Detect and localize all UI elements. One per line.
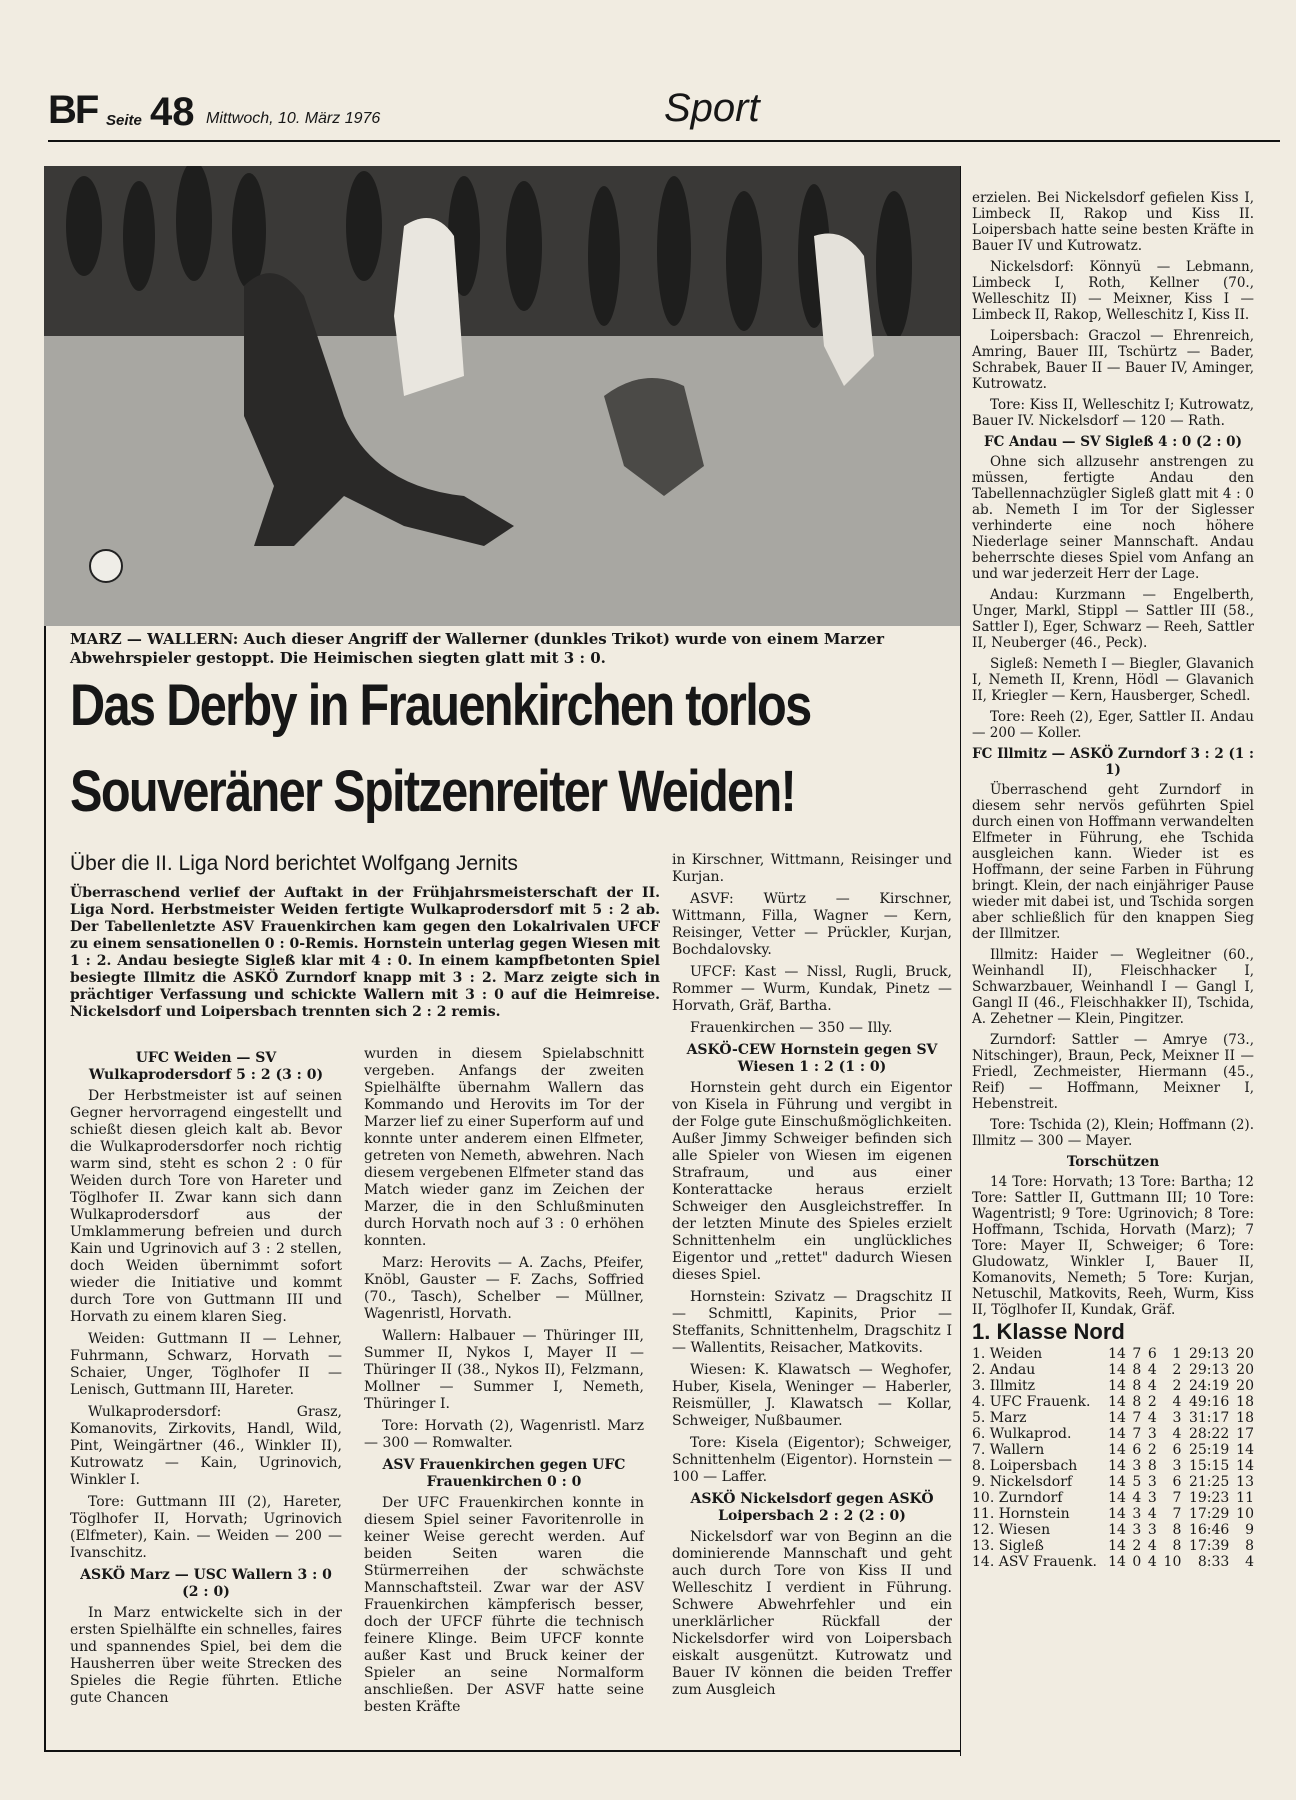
lineup-loipersbach: Loipersbach: Graczol — Ehrenreich, Amring, Bauer III, Tschürtz — Bader, Schrabek, Bauer II — Bauer IV, Aminger, Kutrowatz. <box>972 328 1254 392</box>
table-row <box>972 1458 1254 1474</box>
headline-primary: Das Derby in Frauenkirchen torlos <box>70 673 811 738</box>
table-cell: 2 <box>1147 1394 1157 1410</box>
table-cell: 2 <box>1147 1442 1157 1458</box>
table-cell: 8 <box>1147 1458 1157 1474</box>
report-marz: In Marz entwickelte sich in der ersten Spielhälfte ein schnelles, faires und spannendes Spiel, bei dem die Hausherren über weite Strecken des Spieles die Regie führten. Etliche gute Chancen <box>70 1605 342 1706</box>
lineup-hornstein: Hornstein: Szivatz — Dragschitz II — Schmittl, Kapinits, Prior — Steffanits, Schnittenhelm, Dragschitz I — Wallentits, Reisacher, Matkovits. <box>672 1289 952 1356</box>
table-cell: 3 <box>1147 1490 1157 1506</box>
lineup-marz: Marz: Herovits — A. Zachs, Pfeifer, Knöbl, Gauster — F. Zachs, Soffried (70., Tasch), Schelber — Müllner, Wagenristl, Horvath. <box>364 1255 644 1322</box>
team-name: 7. Wallern <box>972 1442 1045 1458</box>
goals-andau: Tore: Reeh (2), Eger, Sattler II. Andau — 200 — Koller. <box>972 709 1254 741</box>
team-name: 5. Marz <box>972 1410 1027 1426</box>
table-cell: 20 <box>1236 1346 1254 1362</box>
table-cell: 14 <box>1108 1346 1126 1362</box>
section-title: Sport <box>664 86 760 130</box>
table-cell: 7 <box>1172 1490 1182 1506</box>
table-cell: 14 <box>1108 1490 1126 1506</box>
attendance-frauenkirchen: Frauenkirchen — 350 — Illy. <box>690 1020 893 1036</box>
lineup-ufcf: UFCF: Kast — Nissl, Rugli, Bruck, Rommer — Wurm, Kundak, Pinetz — Horvath, Gräf, Bartha. <box>672 964 952 1014</box>
table-cell: 2 <box>1172 1378 1182 1394</box>
table-cell: 13 <box>1236 1474 1254 1490</box>
scorers-list: 14 Tore: Horvath; 13 Tore: Bartha; 12 Tore: Sattler II, Guttmann III; 10 Tore: Wagentristl; 9 Tore: Ugrinovich; 8 Tore: Hoffmann, Tschida, Horvath (Marz); 7 Tore: Mayer II, Schweiger; 6 Tore: Gludowatz, Winkler I, Bauer II, Komanovits, Nemeth; 5 Tore: Kurjan, Netuschil, Matkovits, Reeh, Wurm, Kiss II, Töglhofer II, Kundak, Gräf. <box>972 1174 1254 1318</box>
table-cell: 3 <box>1132 1458 1142 1474</box>
table-cell: 14 <box>1108 1458 1126 1474</box>
table-cell: 7 <box>1172 1506 1182 1522</box>
masthead <box>48 86 1280 142</box>
goals-illmitz: Tore: Tschida (2), Klein; Hoffmann (2). Illmitz — 300 — Mayer. <box>972 1117 1254 1149</box>
report-weiden: Der Herbstmeister ist auf seinen Gegner hervorragend eingestellt und schießt diesen gleich kalt ab. Bevor die Wulkaprodersdorfer noch richtig warm sind, steht es schon 2 : 0 für Weiden durch Tore von Hareter und Töglhofer II. Zwar kann sich dann Wulkaprodersdorf aus der Umklammerung befreien und durch Kain und Ugrinovich auf 3 : 2 stellen, doch Weiden übernimmt sofort wieder die Initiative und kommt durch Tore von Guttmann III und Horvath zu einem klaren Sieg. <box>70 1088 342 1325</box>
report-nickelsdorf: Nickelsdorf war von Beginn an die dominierende Mannschaft und geht auch durch Tore von Kiss II und Welleschitz I verdient in Führung. Schwere Abwehrfehler und ein unerklärlicher Rückfall der Nickelsdorfer wird von Loipersbach eiskalt ausgenützt. Kutrowatz und Bauer IV können die beiden Treffer zum Ausgleich <box>672 1529 952 1698</box>
right-column-rule <box>960 166 961 1756</box>
lineup-wiesen: Wiesen: K. Klawatsch — Weghofer, Huber, Kisela, Weninger — Haberler, Reismüller, J. Klawatsch — Kollar, Schweiger, Nußbaumer. <box>672 1362 952 1429</box>
table-cell: 14 <box>1108 1442 1126 1458</box>
scorers-heading: Torschützen <box>1066 1154 1160 1170</box>
team-name: 6. Wulkaprod. <box>972 1426 1072 1442</box>
issue-date: Mittwoch, 10. März 1976 <box>206 110 381 127</box>
table-cell: 19:23 <box>1188 1490 1230 1506</box>
table-cell: 11 <box>1236 1490 1254 1506</box>
table-row <box>972 1554 1254 1570</box>
table-cell: 10 <box>1236 1506 1254 1522</box>
table-cell: 5 <box>1132 1474 1142 1490</box>
lineup-illmitz: Illmitz: Haider — Wegleitner (60., Weinhandl II), Fleischhacker I, Schwarzbauer, Weinhandl I — Gangl I, Gangl II (46., Fleischhakker II), Tschida, A. Zehetner — Klein, Pingitzer. <box>972 947 1254 1027</box>
table-cell: 18 <box>1236 1410 1254 1426</box>
table-cell: 14 <box>1108 1378 1126 1394</box>
table-cell: 25:19 <box>1188 1442 1230 1458</box>
column-2 <box>364 1046 644 1721</box>
team-name: 9. Nickelsdorf <box>972 1474 1073 1490</box>
match-heading-hornstein: ASKÖ-CEW Hornstein gegen SV Wiesen 1 : 2 (1 : 0) <box>686 1042 938 1075</box>
photo-caption: MARZ — WALLERN: Auch dieser Angriff der Wallerner (dunkles Trikot) wurde von einem Marzer Abwehrspieler gestoppt. Die Heimischen siegten glatt mit 3 : 0. <box>70 630 885 667</box>
column-1 <box>70 1046 342 1712</box>
table-cell: 4 <box>1147 1378 1157 1394</box>
table-cell: 20 <box>1236 1362 1254 1378</box>
match-heading-weiden: UFC Weiden — SV Wulkaprodersdorf 5 : 2 (3 : 0) <box>88 1050 324 1083</box>
team-name: 10. Zurndorf <box>972 1490 1063 1506</box>
match-heading-frauenkirchen: ASV Frauenkirchen gegen UFC Frauenkirchen 0 : 0 <box>382 1457 626 1490</box>
byline: Über die II. Liga Nord berichtet Wolfgang Jernits <box>70 852 518 875</box>
table-cell: 8 <box>1132 1362 1142 1378</box>
team-name: 3. Illmitz <box>972 1378 1036 1394</box>
page-number: 48 <box>150 90 195 134</box>
table-cell: 4 <box>1172 1394 1182 1410</box>
table-row <box>972 1378 1254 1394</box>
lineup-nickelsdorf: Nickelsdorf: Könnyü — Lebmann, Limbeck I, Roth, Kellner (70., Welleschitz II) — Meixner, Kiss I — Limbeck II, Rakop, Welleschitz I, Kiss II. <box>972 259 1254 323</box>
goals-nickelsdorf: Tore: Kiss II, Welleschitz I; Kutrowatz, Bauer IV. Nickelsdorf — 120 — Rath. <box>972 397 1254 429</box>
table-cell: 3 <box>1172 1458 1182 1474</box>
table-cell: 3 <box>1172 1410 1182 1426</box>
table-cell: 6 <box>1172 1442 1182 1458</box>
team-name: 2. Andau <box>972 1362 1036 1378</box>
table-cell: 6 <box>1132 1442 1142 1458</box>
team-name: 4. UFC Frauenk. <box>972 1394 1091 1410</box>
table-cell: 18 <box>1236 1394 1254 1410</box>
table-cell: 9 <box>1245 1522 1254 1538</box>
table-cell: 3 <box>1147 1522 1157 1538</box>
table-row <box>972 1410 1254 1426</box>
table-cell: 3 <box>1132 1506 1142 1522</box>
table-cell: 8:33 <box>1197 1554 1230 1570</box>
team-name: 1. Weiden <box>972 1346 1043 1362</box>
team-name: 12. Wiesen <box>972 1522 1051 1538</box>
table-row <box>972 1490 1254 1506</box>
table-cell: 8 <box>1172 1522 1182 1538</box>
table-cell: 3 <box>1147 1474 1157 1490</box>
team-name: 14. ASV Frauenk. <box>972 1554 1097 1570</box>
table-cell: 4 <box>1147 1554 1157 1570</box>
table-cell: 3 <box>1132 1522 1142 1538</box>
table-cell: 28:22 <box>1188 1426 1230 1442</box>
table-cell: 4 <box>1245 1554 1254 1570</box>
table-cell: 4 <box>1132 1490 1142 1506</box>
bottom-rule <box>44 1750 960 1752</box>
table-cell: 7 <box>1132 1426 1142 1442</box>
left-rule <box>44 626 46 1752</box>
table-cell: 10 <box>1163 1554 1182 1570</box>
column-4 <box>972 190 1254 1570</box>
table-row <box>972 1506 1254 1522</box>
match-heading-illmitz: FC Illmitz — ASKÖ Zurndorf 3 : 2 (1 : 1) <box>972 746 1254 778</box>
table-cell: 17:39 <box>1188 1538 1230 1554</box>
table-row <box>972 1426 1254 1442</box>
table-cell: 49:16 <box>1188 1394 1230 1410</box>
table-cell: 0 <box>1132 1554 1142 1570</box>
report-marz-cont: wurden in diesem Spielabschnitt vergeben. Anfangs der zweiten Spielhälfte übernahm Wallern das Kommando und Herovits im Tor der Marzer lief zu einer Superform auf und konnte unter anderem einen Elfmeter, getreten von Nemeth, abwehren. Nach diesem vergebenen Elfmeter stand das Match wieder ganz im Zeichen der Marzer, die in den Schlußminuten durch Horvath noch auf 3 : 0 erhöhen konnten. <box>364 1046 644 1249</box>
table-cell: 4 <box>1147 1538 1157 1554</box>
lineup-wulkaprodersdorf: Wulkaprodersdorf: Grasz, Komanovits, Zirkovits, Handl, Wild, Pint, Weingärtner (46., Winkler II), Kutrowatz — Kain, Ugrinovich, Winkler I. <box>70 1404 342 1488</box>
league-table <box>972 1346 1254 1570</box>
table-cell: 15:15 <box>1188 1458 1230 1474</box>
table-cell: 16:46 <box>1188 1522 1230 1538</box>
table-row <box>972 1394 1254 1410</box>
table-cell: 14 <box>1108 1506 1126 1522</box>
table-cell: 20 <box>1236 1378 1254 1394</box>
table-cell: 6 <box>1147 1346 1157 1362</box>
table-row <box>972 1522 1254 1538</box>
table-cell: 4 <box>1172 1426 1182 1442</box>
table-cell: 17 <box>1236 1426 1254 1442</box>
lineup-andau: Andau: Kurzmann — Engelberth, Unger, Markl, Stippl — Sattler III (58., Sattler I), Eger, Schwarz — Reeh, Sattler II, Neuberger (46., Peck). <box>972 587 1254 651</box>
lineup-sigless: Sigleß: Nemeth I — Biegler, Glavanich I, Nemeth II, Krenn, Hödl — Glavanich II, Kriegler — Kern, Hausberger, Schedl. <box>972 656 1254 704</box>
table-cell: 14 <box>1108 1410 1126 1426</box>
match-heading-nickelsdorf: ASKÖ Nickelsdorf gegen ASKÖ Loipersbach 2 : 2 (2 : 0) <box>690 1491 934 1524</box>
table-row <box>972 1442 1254 1458</box>
report-frauenkirchen: Der UFC Frauenkirchen konnte in diesem Spiel seiner Favoritenrolle in keiner Weise gerecht werden. Auf beiden Seiten waren die Stürmerreihen der schwächste Mannschaftsteil. Zwar war der ASV Frauenkirchen kämpferisch besser, doch der UFCF führte die technisch feinere Klinge. Beim UFCF konnte außer Kast und Bruck keiner der Spieler an seine Normalform anschließen. Der ASVF hatte seine besten Kräfte <box>364 1495 644 1715</box>
brand-logo: BF <box>48 88 98 132</box>
table-row <box>972 1362 1254 1378</box>
table-cell: 4 <box>1147 1410 1157 1426</box>
table-cell: 31:17 <box>1188 1410 1230 1426</box>
table-cell: 21:25 <box>1188 1474 1230 1490</box>
team-name: 8. Loipersbach <box>972 1458 1078 1474</box>
table-cell: 7 <box>1132 1346 1142 1362</box>
table-row <box>972 1346 1254 1362</box>
goals-marz: Tore: Horvath (2), Wagenristl. Marz — 300 — Romwalter. <box>364 1418 644 1451</box>
table-cell: 4 <box>1147 1362 1157 1378</box>
team-name: 13. Sigleß <box>972 1538 1044 1554</box>
table-cell: 17:29 <box>1188 1506 1230 1522</box>
report-andau: Ohne sich allzusehr anstrengen zu müssen, fertigte Andau den Tabellennachzügler Sigleß glatt mit 4 : 0 ab. Nemeth I im Tor der Siglesser verhinderte eine noch höhere Niederlage seiner Mannschaft. Andau beherrschte dieses Spiel vom Anfang an und war jederzeit Herr der Lage. <box>972 454 1254 582</box>
goals-weiden: Tore: Guttmann III (2), Hareter, Töglhofer II, Horvath; Ugrinovich (Elfmeter), Kain. — Weiden — 200 — Ivanschitz. <box>70 1494 342 1561</box>
table-cell: 14 <box>1108 1362 1126 1378</box>
table-row <box>972 1538 1254 1554</box>
table-cell: 14 <box>1108 1474 1126 1490</box>
page-label: Seite <box>106 112 142 129</box>
table-cell: 14 <box>1108 1554 1126 1570</box>
lineup-weiden: Weiden: Guttmann II — Lehner, Fuhrmann, Schwarz, Horvath — Schaier, Unger, Töglhofer II — Lenisch, Guttmann III, Hareter. <box>70 1331 342 1398</box>
report-illmitz: Überraschend geht Zurndorf in diesem sehr nervös geführten Spiel durch einen von Hoffmann verwandelten Elfmeter in Führung, ehe Tschida ausgleichen kann. Wieder ist es Hoffmann, der seine Farben in Führung bringt. Klein, der nach einjähriger Pause wieder mit dabei ist, und Tschida sorgen aber schließlich für den knappen Sieg der Illmitzer. <box>972 782 1254 942</box>
table-cell: 2 <box>1132 1538 1142 1554</box>
lineup-wallern: Wallern: Halbauer — Thüringer III, Summer II, Nykos I, Mayer II — Thüringer II (38., Nykos II), Felzmann, Mollner — Summer I, Nemeth, Thüringer I. <box>364 1328 644 1412</box>
report-frauenkirchen-cont: in Kirschner, Wittmann, Reisinger und Kurjan. <box>672 852 952 885</box>
table-cell: 29:13 <box>1188 1362 1230 1378</box>
table-cell: 24:19 <box>1188 1378 1230 1394</box>
table-cell: 2 <box>1172 1362 1182 1378</box>
league-table-title: 1. Klasse Nord <box>972 1319 1125 1344</box>
lead-paragraph: Überraschend verlief der Auftakt in der Frühjahrsmeisterschaft der II. Liga Nord. Herbstmeister Weiden fertigte Wulkaprodersdorf mit 5 : 2 ab. Der Tabellenletzte ASV Frauenkirchen kam gegen den Lokalrivalen UFCF zu einem sensationellen 0 : 0-Remis. Hornstein unterlag gegen Wiesen mit 1 : 2. Andau besiegte Sigleß klar mit 4 : 0. In einem kampfbetonten Spiel besiegte Illmitz die ASKÖ Zurndorf knapp mit 3 : 2. Marz zeigte sich in prächtiger Verfassung und schickte Wallern mit 3 : 0 auf die Heimreise. Nickelsdorf und Loipersbach trennten sich 2 : 2 remis. <box>70 885 660 1020</box>
table-cell: 14 <box>1108 1522 1126 1538</box>
table-cell: 3 <box>1147 1426 1157 1442</box>
lineup-zurndorf: Zurndorf: Sattler — Amrye (73., Nitschinger), Braun, Peck, Meixner II — Friedl, Zechmeister, Hiermann (45., Reif) — Hoffmann, Meixner I, Hebenstreit. <box>972 1032 1254 1112</box>
table-cell: 4 <box>1147 1506 1157 1522</box>
table-cell: 14 <box>1108 1394 1126 1410</box>
table-cell: 29:13 <box>1188 1346 1230 1362</box>
table-cell: 14 <box>1236 1442 1254 1458</box>
table-cell: 8 <box>1172 1538 1182 1554</box>
team-name: 11. Hornstein <box>972 1506 1070 1522</box>
table-cell: 8 <box>1132 1394 1142 1410</box>
table-cell: 14 <box>1236 1458 1254 1474</box>
headline-secondary: Souveräner Spitzenreiter Weiden! <box>70 759 796 824</box>
report-nickelsdorf-cont: erzielen. Bei Nickelsdorf gefielen Kiss I, Limbeck II, Rakop und Kiss II. Loipersbach hatte seine besten Kräfte in Bauer IV und Kutrowatz. <box>972 190 1254 254</box>
table-cell: 14 <box>1108 1538 1126 1554</box>
table-row <box>972 1474 1254 1490</box>
match-heading-andau: FC Andau — SV Sigleß 4 : 0 (2 : 0) <box>984 434 1242 450</box>
table-cell: 8 <box>1245 1538 1254 1554</box>
table-cell: 1 <box>1172 1346 1182 1362</box>
column-3 <box>672 852 952 1704</box>
match-heading-marz: ASKÖ Marz — USC Wallern 3 : 0 (2 : 0) <box>80 1567 332 1600</box>
match-photo <box>44 166 960 626</box>
table-cell: 8 <box>1132 1378 1142 1394</box>
goals-hornstein: Tore: Kisela (Eigentor); Schweiger, Schnittenhelm (Eigentor). Hornstein — 100 — Laffer. <box>672 1435 952 1485</box>
report-hornstein: Hornstein geht durch ein Eigentor von Kisela in Führung und vergibt in der Folge gute Einschußmöglichkeiten. Außer Jimmy Schweiger befinden sich alle Spieler von Wiesen im eigenen Strafraum, und aus einer Konterattacke heraus erzielt Schweiger den Ausgleichstreffer. In der letzten Minute des Spieles erzielt Schnittenhelm ein unglückliches Eigentor und „rettet" dadurch Wiesen dieses Spiel. <box>672 1080 952 1283</box>
lineup-asvf: ASVF: Würtz — Kirschner, Wittmann, Filla, Wagner — Kern, Reisinger, Vetter — Prückler, Kurjan, Bochdalovsky. <box>672 891 952 958</box>
table-cell: 7 <box>1132 1410 1142 1426</box>
table-cell: 6 <box>1172 1474 1182 1490</box>
table-cell: 14 <box>1108 1426 1126 1442</box>
